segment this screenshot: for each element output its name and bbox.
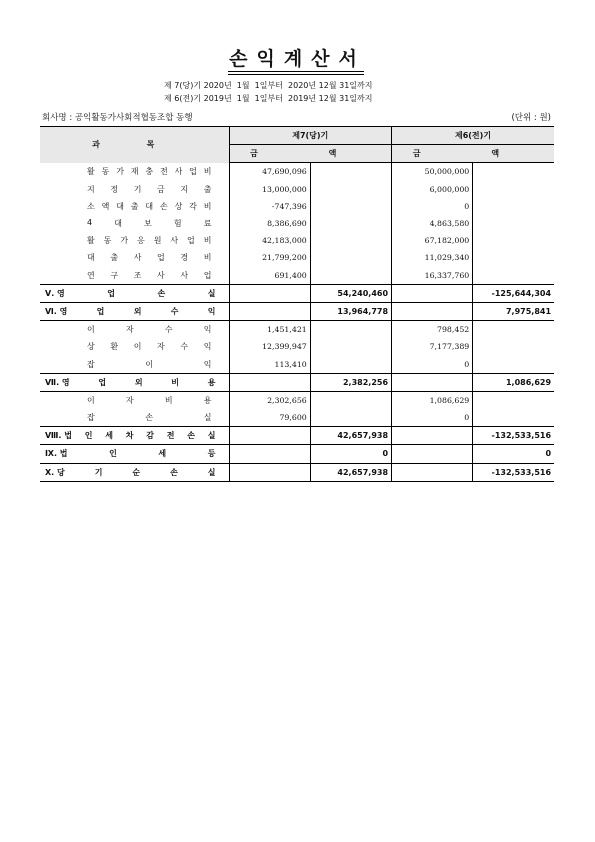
prior-total-amount: 7,975,841 — [473, 302, 554, 320]
prior-total-amount — [473, 321, 554, 339]
current-item-amount: 8,386,690 — [229, 215, 310, 232]
prior-total-amount: -132,533,516 — [473, 427, 554, 445]
current-item-amount: 113,410 — [229, 355, 310, 373]
table-row — [40, 391, 554, 409]
account-name: 이 자 수 익 — [87, 325, 212, 335]
prior-total-amount — [473, 267, 554, 285]
current-total-amount — [310, 391, 391, 409]
row-label — [40, 445, 229, 463]
prior-total-amount — [473, 391, 554, 409]
current-total-amount — [310, 321, 391, 339]
table-row — [40, 163, 554, 181]
table-row — [40, 215, 554, 232]
table-row — [40, 338, 554, 355]
row-label — [40, 463, 229, 481]
prior-total-amount — [473, 409, 554, 427]
current-item-amount — [229, 284, 310, 302]
current-total-amount: 42,657,938 — [310, 463, 391, 481]
row-label — [40, 373, 229, 391]
period-prior: 제 6(전)기 2019년 1월 1일부터 2019년 12월 31일까지 — [164, 94, 373, 103]
current-total-amount — [310, 355, 391, 373]
header-prior-amount: 금 액 — [392, 145, 555, 163]
prior-item-amount — [392, 445, 473, 463]
header-current-amount: 금 액 — [229, 145, 392, 163]
current-total-amount — [310, 267, 391, 285]
row-label — [40, 302, 229, 320]
table-row — [40, 249, 554, 266]
current-total-amount: 13,964,778 — [310, 302, 391, 320]
table-row — [40, 321, 554, 339]
account-name: 지 정 기 금 지 출 — [87, 184, 212, 194]
account-name: 상 환 이 자 수 익 — [87, 342, 212, 352]
table-row — [40, 302, 554, 320]
row-label — [40, 267, 229, 285]
prior-item-amount: 4,863,580 — [392, 215, 473, 232]
income-statement-table — [40, 126, 554, 482]
current-total-amount — [310, 232, 391, 249]
prior-total-amount — [473, 163, 554, 181]
account-name: 활 동 가 응 원 사 업 비 — [87, 236, 212, 246]
table-row — [40, 463, 554, 481]
current-total-amount — [310, 198, 391, 215]
prior-item-amount — [392, 463, 473, 481]
prior-item-amount: 0 — [392, 355, 473, 373]
current-total-amount — [310, 163, 391, 181]
prior-item-amount: 67,182,000 — [392, 232, 473, 249]
row-label — [40, 355, 229, 373]
prior-item-amount — [392, 302, 473, 320]
row-label — [40, 391, 229, 409]
row-label — [40, 249, 229, 266]
current-item-amount: 42,183,000 — [229, 232, 310, 249]
current-item-amount: -747,396 — [229, 198, 310, 215]
title-underline — [228, 71, 364, 72]
period-current: 제 7(당)기 2020년 1월 1일부터 2020년 12월 31일까지 — [164, 81, 373, 90]
current-item-amount — [229, 445, 310, 463]
prior-item-amount — [392, 373, 473, 391]
header-prior-period: 제6(전)기 — [392, 127, 555, 145]
header-current-period: 제7(당)기 — [229, 127, 392, 145]
current-total-amount — [310, 338, 391, 355]
current-item-amount — [229, 463, 310, 481]
document-title: 손익계산서 — [229, 48, 366, 70]
account-name: 4 대 보 험 료 — [87, 218, 212, 229]
row-label — [40, 198, 229, 215]
prior-item-amount: 11,029,340 — [392, 249, 473, 266]
prior-total-amount: -125,644,304 — [473, 284, 554, 302]
current-total-amount — [310, 215, 391, 232]
unit-label: (단위 : 원) — [511, 113, 551, 123]
row-label — [40, 321, 229, 339]
current-item-amount — [229, 373, 310, 391]
section-title: Ⅶ. 영 업 외 비 용 — [45, 377, 216, 387]
prior-total-amount — [473, 198, 554, 215]
row-label — [40, 163, 229, 181]
current-total-amount: 54,240,460 — [310, 284, 391, 302]
account-name: 잡 손 실 — [87, 413, 212, 423]
account-name: 대 출 사 업 경 비 — [87, 253, 212, 263]
prior-item-amount: 798,452 — [392, 321, 473, 339]
account-name: 이 자 비 용 — [87, 395, 212, 405]
table-row — [40, 445, 554, 463]
current-total-amount: 0 — [310, 445, 391, 463]
current-item-amount: 691,400 — [229, 267, 310, 285]
current-item-amount: 12,399,947 — [229, 338, 310, 355]
current-total-amount: 2,382,256 — [310, 373, 391, 391]
row-label — [40, 232, 229, 249]
prior-item-amount — [392, 427, 473, 445]
prior-total-amount — [473, 181, 554, 198]
prior-total-amount: 0 — [473, 445, 554, 463]
current-item-amount: 47,690,096 — [229, 163, 310, 181]
row-label — [40, 181, 229, 198]
prior-item-amount: 7,177,389 — [392, 338, 473, 355]
current-total-amount — [310, 409, 391, 427]
current-item-amount — [229, 427, 310, 445]
prior-total-amount — [473, 215, 554, 232]
current-item-amount: 2,302,656 — [229, 391, 310, 409]
row-label — [40, 338, 229, 355]
row-label — [40, 427, 229, 445]
company-name: 회사명 : 공익활동가사회적협동조합 동행 — [42, 113, 193, 123]
prior-total-amount — [473, 355, 554, 373]
current-total-amount: 42,657,938 — [310, 427, 391, 445]
table-row — [40, 373, 554, 391]
prior-item-amount: 0 — [392, 198, 473, 215]
table-row — [40, 181, 554, 198]
section-title: Ⅵ. 영 업 외 수 익 — [45, 306, 216, 316]
account-name: 연 구 조 사 사 업 — [87, 270, 212, 280]
statement-rows — [40, 163, 554, 481]
current-item-amount: 13,000,000 — [229, 181, 310, 198]
account-name: 소 액 대 출 대 손 상 각 비 — [87, 201, 212, 211]
table-row — [40, 198, 554, 215]
account-name: 잡 이 익 — [87, 359, 212, 369]
table-row — [40, 409, 554, 427]
section-title: Ⅷ. 법 인 세 차 감 전 손 실 — [45, 431, 216, 441]
table-row — [40, 284, 554, 302]
row-label — [40, 284, 229, 302]
prior-total-amount: 1,086,629 — [473, 373, 554, 391]
table-row — [40, 267, 554, 285]
current-item-amount: 1,451,421 — [229, 321, 310, 339]
table-row — [40, 427, 554, 445]
prior-item-amount: 16,337,760 — [392, 267, 473, 285]
account-name: 활 동 가 재 충 전 사 업 비 — [87, 167, 212, 177]
current-item-amount — [229, 302, 310, 320]
prior-total-amount: -132,533,516 — [473, 463, 554, 481]
row-label — [40, 409, 229, 427]
current-total-amount — [310, 181, 391, 198]
prior-total-amount — [473, 249, 554, 266]
prior-item-amount — [392, 284, 473, 302]
current-total-amount — [310, 249, 391, 266]
prior-total-amount — [473, 338, 554, 355]
current-item-amount: 21,799,200 — [229, 249, 310, 266]
title-underline-second — [228, 74, 364, 75]
table-row — [40, 355, 554, 373]
prior-item-amount: 0 — [392, 409, 473, 427]
section-title: Ⅸ. 법 인 세 등 — [45, 449, 216, 459]
prior-item-amount: 6,000,000 — [392, 181, 473, 198]
section-title: Ⅹ. 당 기 순 손 실 — [45, 467, 216, 477]
prior-item-amount: 1,086,629 — [392, 391, 473, 409]
prior-total-amount — [473, 232, 554, 249]
row-label — [40, 215, 229, 232]
current-item-amount: 79,600 — [229, 409, 310, 427]
section-title: Ⅴ. 영 업 손 실 — [45, 288, 216, 298]
prior-item-amount: 50,000,000 — [392, 163, 473, 181]
header-item: 과 목 — [40, 127, 229, 163]
table-row — [40, 232, 554, 249]
